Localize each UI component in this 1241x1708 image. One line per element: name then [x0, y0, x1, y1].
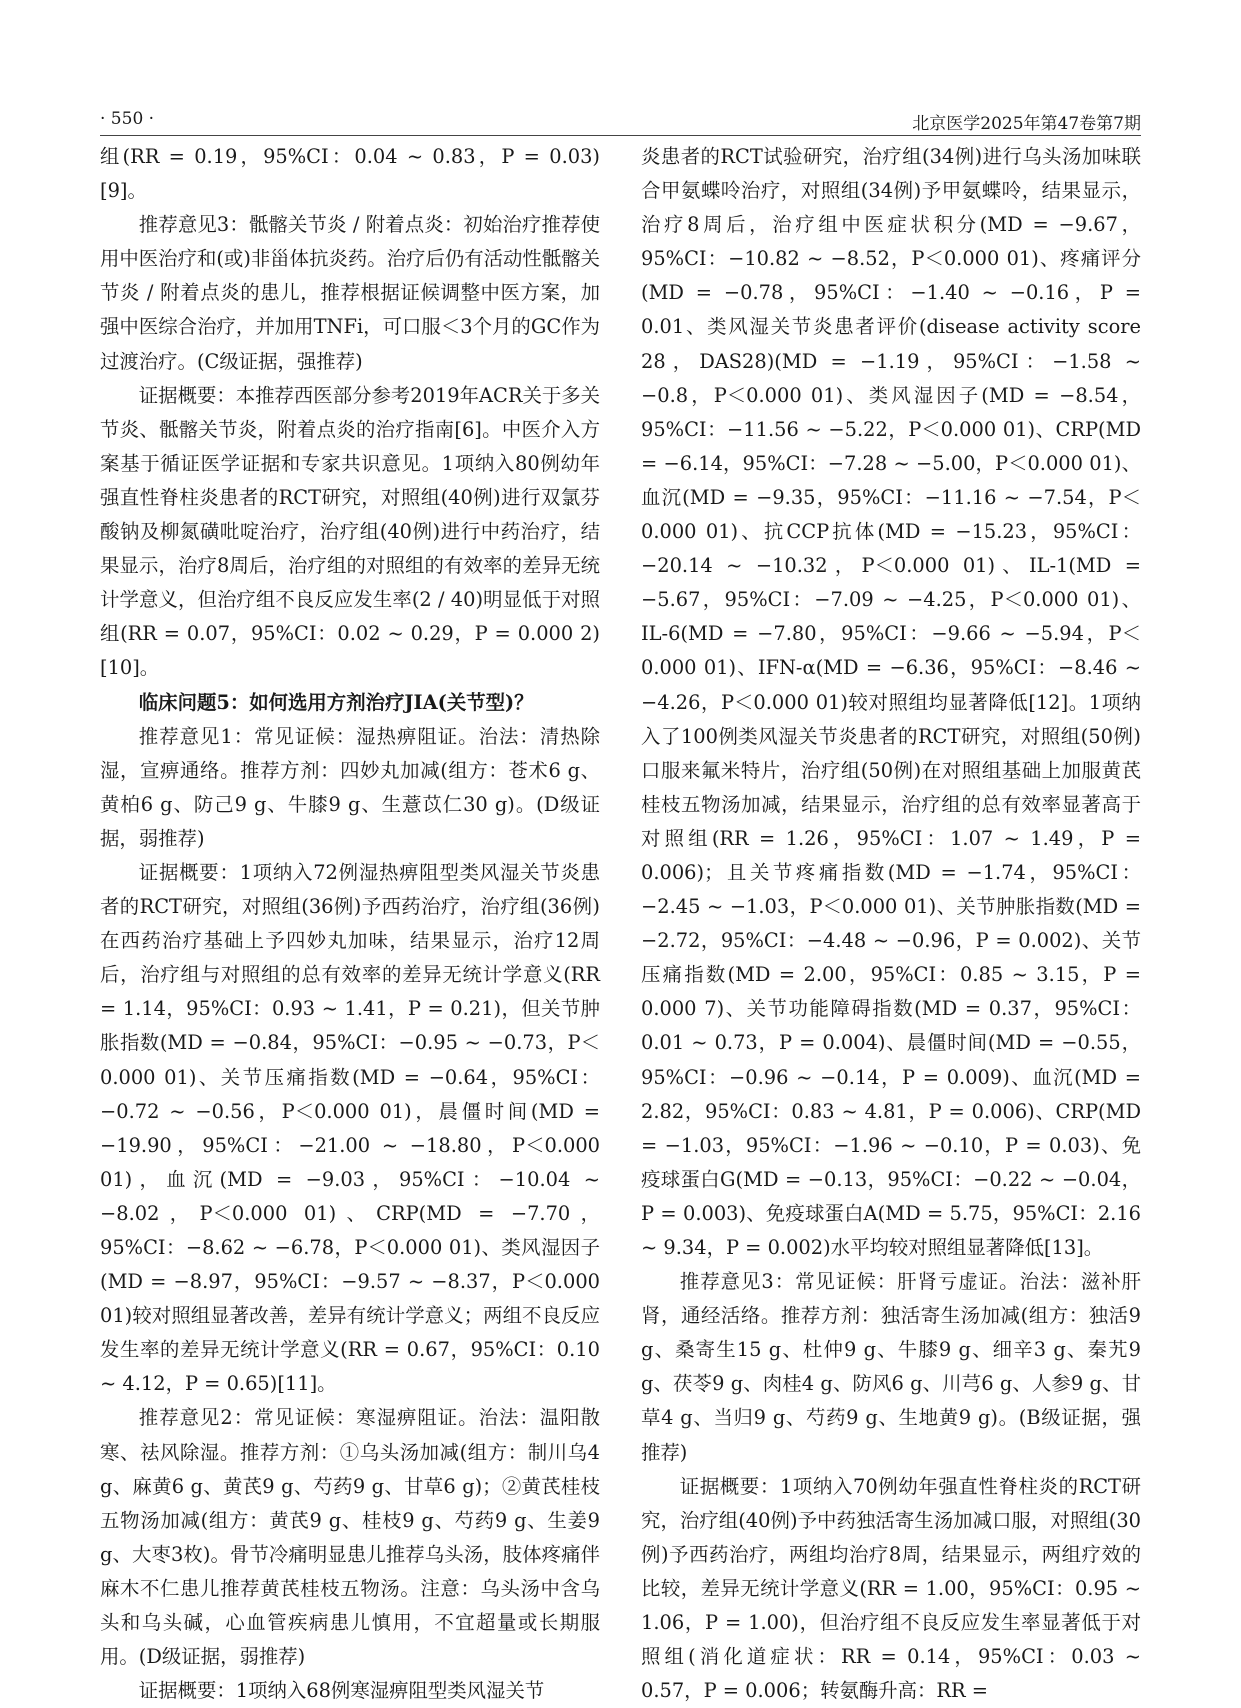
- paragraph: 推荐意见3：常见证候：肝肾亏虚证。治法：滋补肝肾，通经活络。推荐方剂：独活寄生汤加减(组方：独活9 g、桑寄生15 g、杜仲9 g、牛膝9 g、细辛3 g、秦艽9 g、茯苓9 g、肉桂4 g、防风6 g、川芎6 g、人参9 g、甘草4 g、当归9 g、芍药9 g、生地黄9 g)。(B级证据，强推荐): [641, 1270, 1141, 1464]
- paragraph: 组(RR = 0.19，95%CI：0.04 ~ 0.83，P = 0.03)[9]。: [100, 145, 600, 203]
- paragraph: 证据概要：1项纳入72例湿热痹阻型类风湿关节炎患者的RCT研究，对照组(36例)予西药治疗，治疗组(36例)在西药治疗基础上予四妙丸加味，结果显示，治疗12周后，治疗组与对照组的总有效率的差异无统计学意义(RR = 1.14，95%CI：0.93 ~ 1.41，P = 0.21)，但关节肿胀指数(MD = −0.84，95%CI：−0.95 ~ −0.73，P＜0.000 01)、关节压痛指数(MD = −0.64，95%CI：−0.72 ~ −0.56，P＜0.000 01)，晨僵时间(MD = −19.90，95%CI：−21.00 ~ −18.80，P＜0.000 01)，血沉(MD = −9.03，95%CI：−10.04 ~ −8.02，P＜0.000 01)、CRP(MD = −7.70，95%CI：−8.62 ~ −6.78，P＜0.000 01)、类风湿因子(MD = −8.97，95%CI：−9.57 ~ −8.37，P＜0.000 01)较对照组显著改善，差异有统计学意义；两组不良反应发生率的差异无统计学意义(RR = 0.67，95%CI：0.10 ~ 4.12，P = 0.65)[11]。: [100, 860, 600, 1396]
- section-heading: 临床问题5：如何选用方剂治疗JIA(关节型)？: [138, 690, 534, 714]
- paragraph: 证据概要：本推荐西医部分参考2019年ACR关于多关节炎、骶髂关节炎，附着点炎的治疗指南[6]。中医介入方案基于循证医学证据和专家共识意见。1项纳入80例幼年强直性脊柱炎患者的RCT研究，对照组(40例)进行双氯芬酸钠及柳氮磺吡啶治疗，治疗组(40例)进行中药治疗，结果显示，治疗8周后，治疗组的对照组的有效率的差异无统计学意义，但治疗组不良反应发生率(2 / 40)明显低于对照组(RR = 0.07，95%CI：0.02 ~ 0.29，P = 0.000 2)[10]。: [100, 383, 601, 680]
- paragraph: 推荐意见1：常见证候：湿热痹阻证。治法：清热除湿，宣痹通络。推荐方剂：四妙丸加减(组方：苍术6 g、黄柏6 g、防己9 g、牛膝9 g、生薏苡仁30 g)。(D级证据，弱推荐): [100, 724, 600, 850]
- paragraph: 推荐意见3：骶髂关节炎 / 附着点炎：初始治疗推荐使用中医治疗和(或)非甾体抗炎药。治疗后仍有活动性骶髂关节炎 / 附着点炎的患儿，推荐根据证候调整中医方案，加强中医综合治疗，并加用TNFi，可口服＜3个月的GC作为过渡治疗。(C级证据，强推荐): [100, 213, 600, 373]
- paragraph: 证据概要：1项纳入68例寒湿痹阻型类风湿关节: [138, 1679, 545, 1703]
- right-column: [641, 140, 1141, 1708]
- paragraph: 证据概要：1项纳入70例幼年强直性脊柱炎的RCT研究，治疗组(40例)予中药独活寄生汤加减口服，对照组(30例)予西药治疗，两组均治疗8周，结果显示，两组疗效的比较，差异无统计学意义(RR = 1.00，95%CI：0.95 ~ 1.06，P = 1.00)，但治疗组不良反应发生率显著低于对照组(消化道症状：RR = 0.14，95%CI：0.03 ~ 0.57，P = 0.006；转氨酶升高：RR =: [641, 1474, 1141, 1703]
- running-header: [100, 107, 1141, 136]
- paragraph: 炎患者的RCT试验研究，治疗组(34例)进行乌头汤加味联合甲氨蝶呤治疗，对照组(34例)予甲氨蝶呤，结果显示，治疗8周后，治疗组中医症状积分(MD = −9.67，95%CI：−10.82 ~ −8.52，P＜0.000 01)、疼痛评分(MD = −0.78，95%CI：−1.40 ~ −0.16，P = 0.01、类风湿关节炎患者评价(disease activity score 28，DAS28)(MD = −1.19，95%CI：−1.58 ~ −0.8，P＜0.000 01)、类风湿因子(MD = −8.54，95%CI：−11.56 ~ −5.22，P＜0.000 01)、CRP(MD = −6.14，95%CI：−7.28 ~ −5.00，P＜0.000 01)、血沉(MD = −9.35，95%CI：−11.16 ~ −7.54，P＜0.000 01)、抗CCP抗体(MD = −15.23，95%CI：−20.14 ~ −10.32，P＜0.000 01)、IL-1(MD = −5.67，95%CI：−7.09 ~ −4.25，P＜0.000 01)、IL-6(MD = −7.80，95%CI：−9.66 ~ −5.94，P＜0.000 01)、IFN-α(MD = −6.36，95%CI：−8.46 ~ −4.26，P＜0.000 01)较对照组均显著降低[12]。1项纳入了100例类风湿关节炎患者的RCT研究，对照组(50例)口服来氟米特片，治疗组(50例)在对照组基础上加服黄芪桂枝五物汤加减，结果显示，治疗组的总有效率显著高于对照组(RR = 1.26，95%CI：1.07 ~ 1.49，P = 0.006)；且关节疼痛指数(MD = −1.74，95%CI：−2.45 ~ −1.03，P＜0.000 01)、关节肿胀指数(MD = −2.72，95%CI：−4.48 ~ −0.96，P = 0.002)、关节压痛指数(MD = 2.00，95%CI：0.85 ~ 3.15，P = 0.000 7)、关节功能障碍指数(MD = 0.37，95%CI：0.01 ~ 0.73，P = 0.004)、晨僵时间(MD = −0.55，95%CI：−0.96 ~ −0.14，P = 0.009)、血沉(MD = 2.82，95%CI：0.83 ~ 4.81，P = 0.006)、CRP(MD = −1.03，95%CI：−1.96 ~ −0.10，P = 0.03)、免疫球蛋白G(MD = −0.13，95%CI：−0.22 ~ −0.04，P = 0.003)、免疫球蛋白A(MD = 5.75，95%CI：2.16 ~ 9.34，P = 0.002)水平均较对照组显著降低[13]。: [641, 145, 1141, 1259]
- page-number: · 550 ·: [100, 109, 155, 129]
- journal-issue: 北京医学2025年第47卷第7期: [912, 114, 1141, 134]
- left-column: [100, 140, 600, 1708]
- paragraph: 推荐意见2：常见证候：寒湿痹阻证。治法：温阳散寒、祛风除湿。推荐方剂：①乌头汤加减(组方：制川乌4 g、麻黄6 g、黄芪9 g、芍药9 g、甘草6 g)；②黄芪桂枝五物汤加减(组方：黄芪9 g、桂枝9 g、芍药9 g、生姜9 g、大枣3枚)。骨节冷痛明显患儿推荐乌头汤，肢体疼痛伴麻木不仁患儿推荐黄芪桂枝五物汤。注意：乌头汤中含乌头和乌头碱，心血管疾病患儿慎用，不宜超量或长期服用。(D级证据，弱推荐): [100, 1406, 600, 1669]
